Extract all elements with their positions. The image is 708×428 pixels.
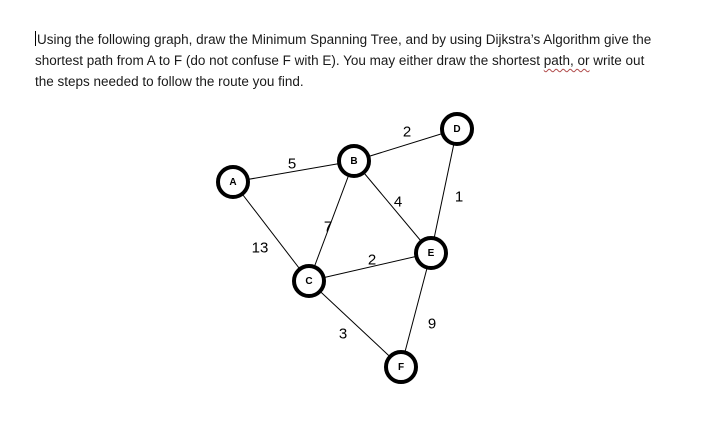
edge-weight-C-F: 3 xyxy=(338,325,348,343)
edge-weight-A-C: 13 xyxy=(251,239,269,257)
node-F xyxy=(386,352,416,382)
edge-D-E xyxy=(431,129,457,253)
edge-weight-D-E: 1 xyxy=(454,188,464,206)
node-label-A: A xyxy=(229,177,237,188)
question-line-2-start: shortest path from A to F (do not confuse F with E). You may either draw the shortest xyxy=(35,53,544,68)
node-label-E: E xyxy=(427,248,435,259)
question-line-2-end: write out xyxy=(589,53,645,68)
edge-weight-B-C: 7 xyxy=(323,218,333,236)
node-D xyxy=(442,114,472,144)
edge-A-C xyxy=(233,182,309,281)
edge-E-F xyxy=(401,253,431,367)
node-label-C: C xyxy=(305,276,313,287)
edge-C-F xyxy=(309,281,401,367)
node-label-F: F xyxy=(397,362,405,373)
question-line-1-text: Using the following graph, draw the Minimum Spanning Tree, and by using Dijkstra’s Algorithm give the xyxy=(37,32,652,47)
edge-weight-B-D: 2 xyxy=(402,123,412,141)
edge-weight-C-E: 2 xyxy=(367,251,377,269)
edge-weight-E-F: 9 xyxy=(427,315,437,333)
node-A xyxy=(218,167,248,197)
node-C xyxy=(294,266,324,296)
grammar-flagged-text[interactable]: path, or xyxy=(543,53,590,68)
edge-weight-B-E: 4 xyxy=(393,193,403,211)
node-label-D: D xyxy=(453,124,461,135)
node-label-B: B xyxy=(350,156,358,167)
edge-weight-A-B: 5 xyxy=(287,155,297,173)
question-line-3: the steps needed to follow the route you find. xyxy=(35,74,304,89)
node-B xyxy=(339,146,369,176)
node-E xyxy=(416,238,446,268)
edge-B-E xyxy=(354,161,431,253)
